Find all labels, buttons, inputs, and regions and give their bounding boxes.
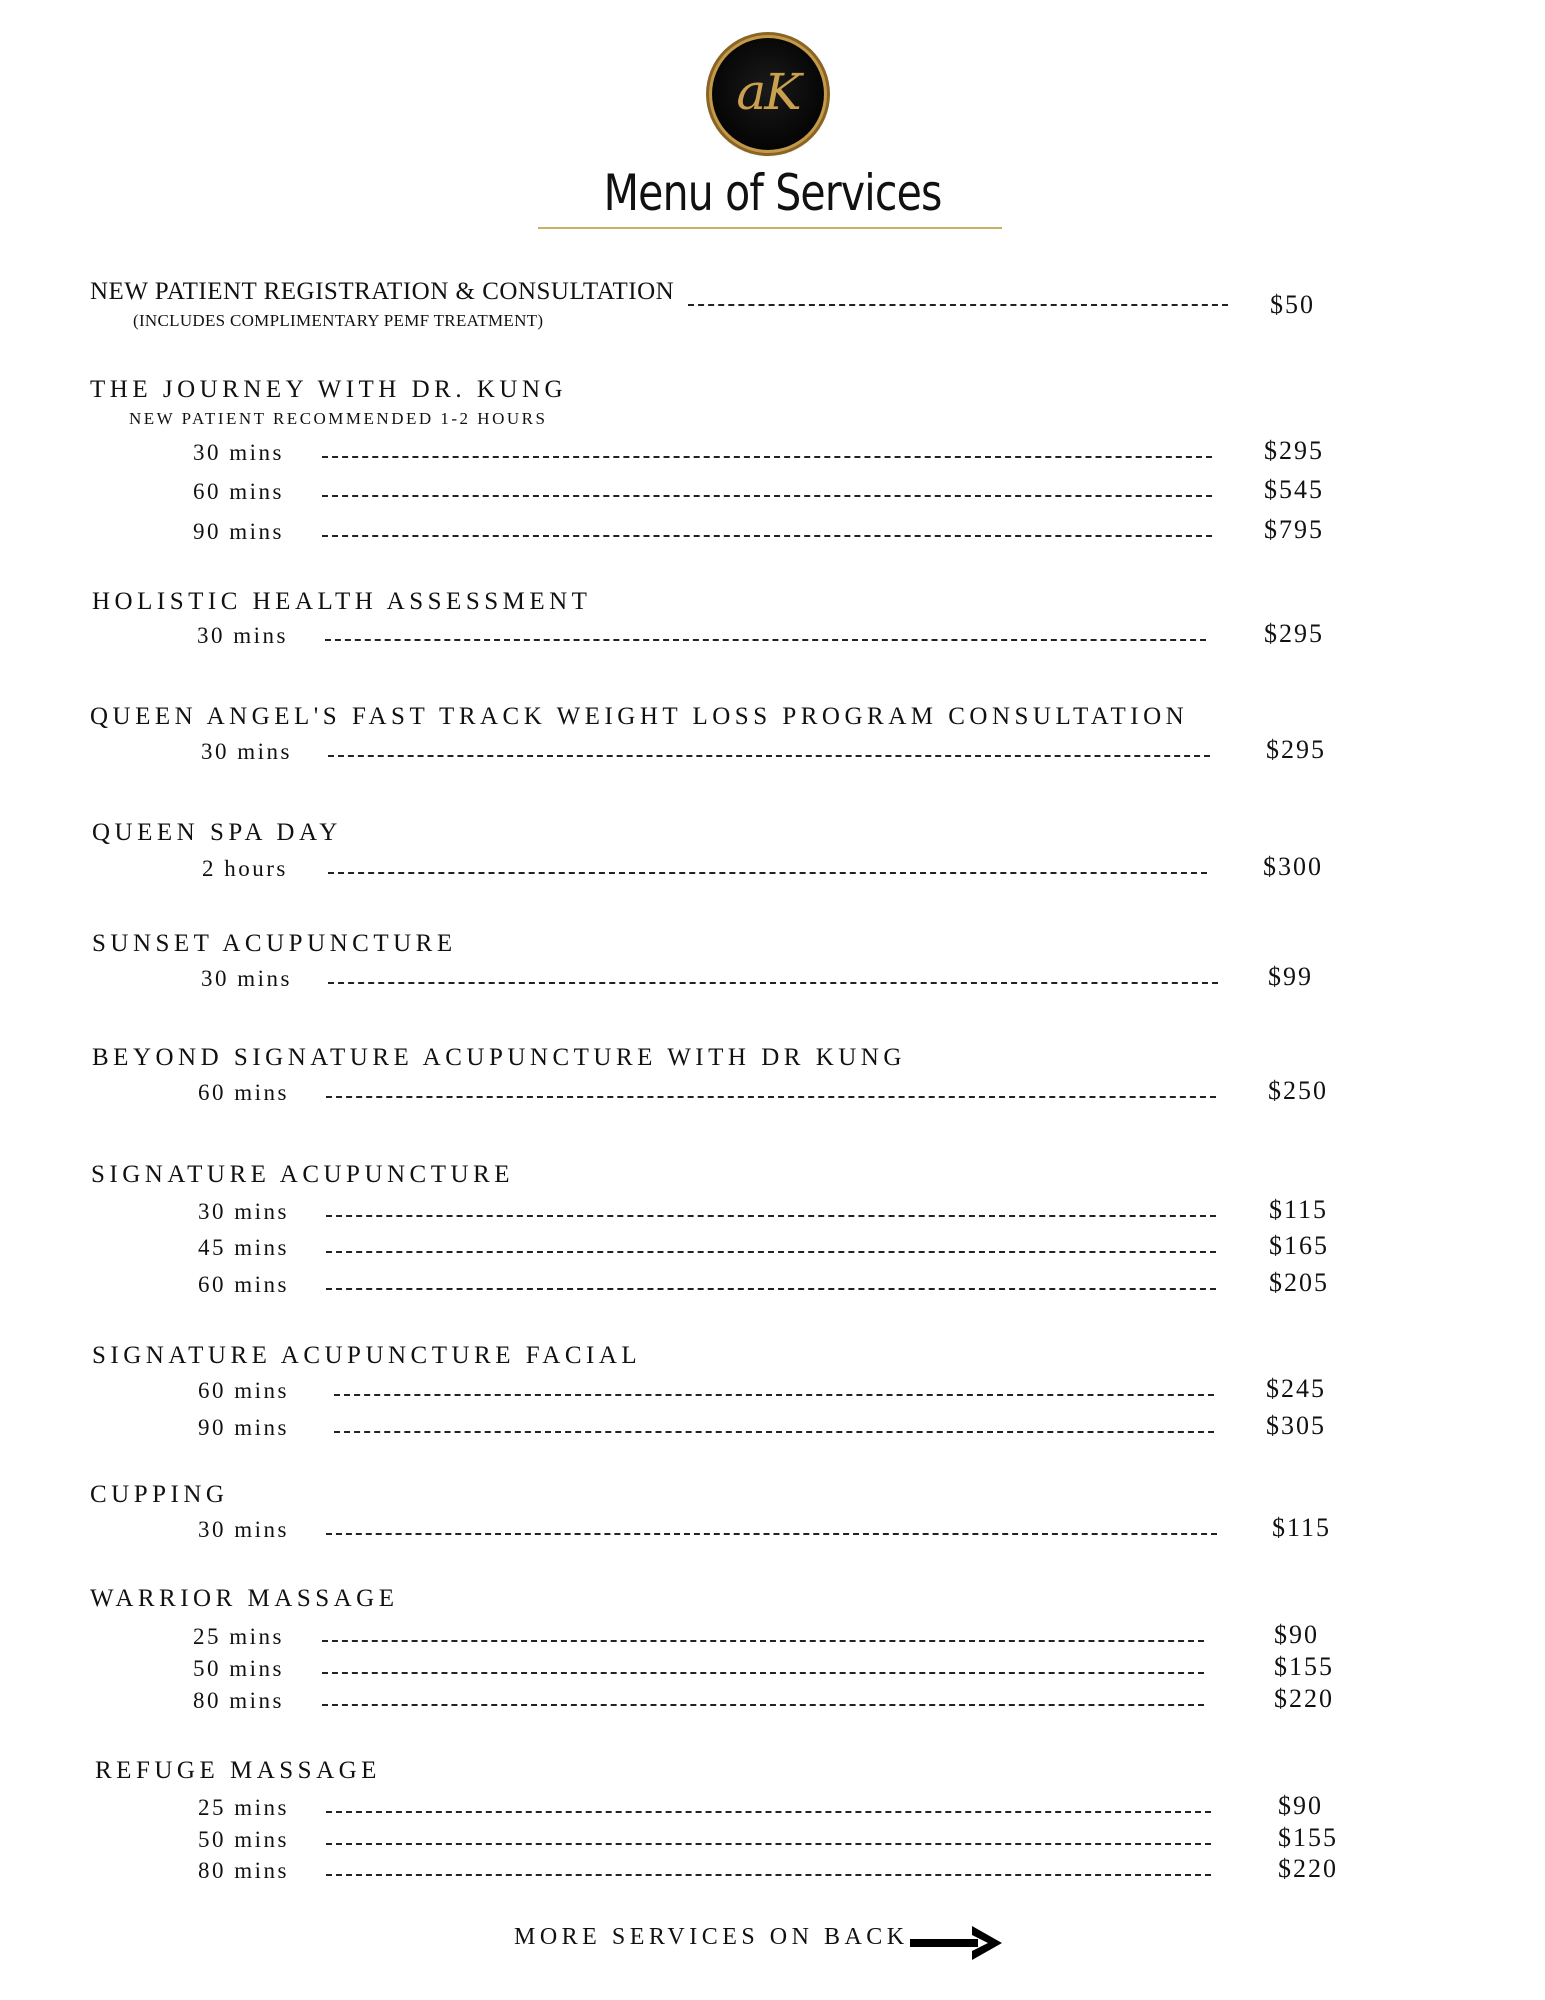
section-title: QUEEN SPA DAY — [92, 819, 342, 846]
duration-label: 90 mins — [193, 519, 284, 544]
duration-label: 60 mins — [198, 1272, 289, 1297]
dotted-leader — [326, 1874, 1211, 1876]
section-title: REFUGE MASSAGE — [95, 1757, 381, 1784]
price: $90 — [1274, 1620, 1319, 1649]
arrow-right-icon — [910, 1924, 1002, 1962]
logo — [712, 38, 824, 150]
section-subtitle: NEW PATIENT RECOMMENDED 1-2 HOURS — [129, 409, 548, 428]
dotted-leader — [326, 1843, 1211, 1845]
dotted-leader — [326, 1096, 1216, 1098]
duration-label: 45 mins — [198, 1235, 289, 1260]
dotted-leader — [322, 535, 1212, 537]
dotted-leader — [334, 1394, 1214, 1396]
duration-label: 30 mins — [201, 739, 292, 764]
price: $295 — [1266, 735, 1326, 764]
duration-label: 60 mins — [193, 479, 284, 504]
price: $99 — [1268, 962, 1313, 991]
price: $220 — [1278, 1854, 1338, 1883]
dotted-leader — [325, 639, 1206, 641]
duration-label: 50 mins — [198, 1827, 289, 1852]
section-title: BEYOND SIGNATURE ACUPUNCTURE WITH DR KUNG — [92, 1044, 906, 1071]
price: $795 — [1264, 515, 1324, 544]
price: $250 — [1268, 1076, 1328, 1105]
duration-label: 30 mins — [198, 1199, 289, 1224]
section-title: THE JOURNEY WITH DR. KUNG — [90, 376, 568, 403]
price: $295 — [1264, 619, 1324, 648]
section-title: CUPPING — [90, 1481, 229, 1508]
registration-price: $50 — [1270, 290, 1315, 319]
price: $545 — [1264, 475, 1324, 504]
dotted-leader — [326, 1533, 1217, 1535]
price: $295 — [1264, 436, 1324, 465]
price: $165 — [1269, 1231, 1329, 1260]
duration-label: 90 mins — [198, 1415, 289, 1440]
page-title: Menu of Services — [603, 164, 942, 222]
duration-label: 25 mins — [193, 1624, 284, 1649]
price: $305 — [1266, 1411, 1326, 1440]
section-title: WARRIOR MASSAGE — [90, 1585, 399, 1612]
price: $155 — [1278, 1823, 1338, 1852]
dotted-leader — [322, 456, 1212, 458]
price: $90 — [1278, 1791, 1323, 1820]
section-title: SUNSET ACUPUNCTURE — [92, 930, 457, 957]
duration-label: 50 mins — [193, 1656, 284, 1681]
dotted-leader — [326, 1288, 1216, 1290]
logo-monogram: aK — [736, 63, 800, 121]
duration-label: 60 mins — [198, 1080, 289, 1105]
dotted-leader — [322, 1640, 1204, 1642]
price: $220 — [1274, 1684, 1334, 1713]
price: $155 — [1274, 1652, 1334, 1681]
dotted-leader — [334, 1431, 1214, 1433]
duration-label: 30 mins — [197, 623, 288, 648]
duration-label: 30 mins — [201, 966, 292, 991]
title-underline — [538, 227, 1002, 229]
price: $300 — [1263, 852, 1323, 881]
price: $115 — [1269, 1195, 1329, 1224]
registration-subtitle: (INCLUDES COMPLIMENTARY PEMF TREATMENT) — [133, 311, 544, 330]
section-title: HOLISTIC HEALTH ASSESSMENT — [92, 588, 592, 615]
dotted-leader — [322, 1672, 1204, 1674]
dotted-leader — [328, 872, 1207, 874]
dotted-leader — [322, 495, 1212, 497]
dotted-leader — [326, 1215, 1216, 1217]
duration-label: 80 mins — [198, 1858, 289, 1883]
price: $205 — [1269, 1268, 1329, 1297]
dotted-leader — [328, 755, 1210, 757]
price: $245 — [1266, 1374, 1326, 1403]
section-title: SIGNATURE ACUPUNCTURE — [91, 1161, 515, 1188]
duration-label: 60 mins — [198, 1378, 289, 1403]
duration-label: 30 mins — [193, 440, 284, 465]
more-services-text: MORE SERVICES ON BACK — [514, 1924, 909, 1950]
dotted-leader — [322, 1704, 1204, 1706]
dotted-leader — [688, 304, 1228, 306]
section-title: QUEEN ANGEL'S FAST TRACK WEIGHT LOSS PROGRAM CONSULTATION — [90, 703, 1189, 730]
duration-label: 25 mins — [198, 1795, 289, 1820]
duration-label: 30 mins — [198, 1517, 289, 1542]
section-title: SIGNATURE ACUPUNCTURE FACIAL — [92, 1342, 642, 1369]
duration-label: 2 hours — [202, 856, 288, 881]
price: $115 — [1272, 1513, 1332, 1542]
dotted-leader — [326, 1811, 1211, 1813]
registration-title: NEW PATIENT REGISTRATION & CONSULTATION — [90, 278, 675, 305]
duration-label: 80 mins — [193, 1688, 284, 1713]
dotted-leader — [326, 1251, 1216, 1253]
dotted-leader — [328, 982, 1218, 984]
